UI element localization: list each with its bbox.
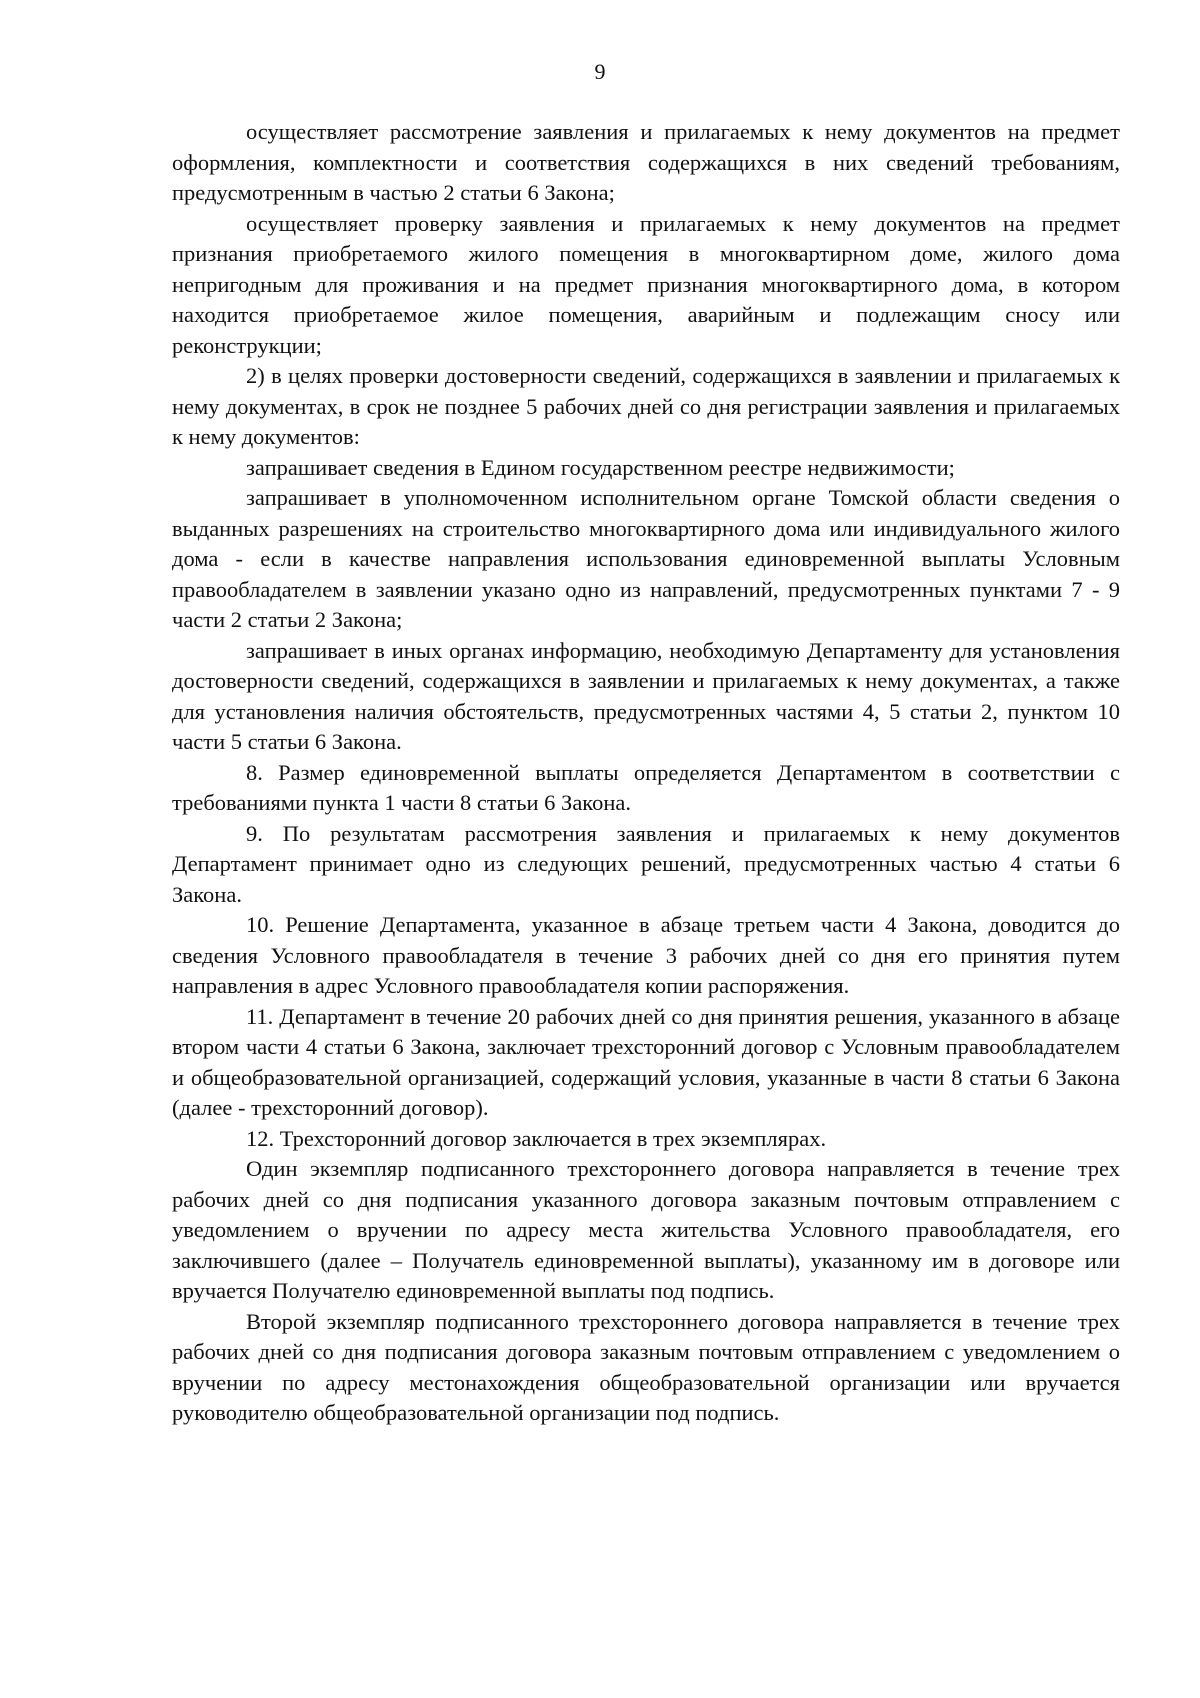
paragraph: 8. Размер единовременной выплаты определяется Департаментом в соответствии с требованиями пункта 1 части 8 статьи 6 Закона. [172, 759, 1120, 815]
paragraph: 9. По результатам рассмотрения заявления и прилагаемых к нему документов Департамент принимает одно из следующих решений, предусмотренных частью 4 статьи 6 Закона. [172, 820, 1120, 907]
paragraph: запрашивает сведения в Едином государственном реестре недвижимости; [246, 454, 955, 480]
paragraph: 2) в целях проверки достоверности сведений, содержащихся в заявлении и прилагаемых к нему документах, в срок не позднее 5 рабочих дней со дня регистрации заявления и прилагаемых к нему документов: [172, 363, 1120, 449]
paragraph: осуществляет рассмотрение заявления и прилагаемых к нему документов на предмет оформления, комплектности и соответствия содержащихся в них сведений требованиям, предусмотренным в частью 2 статьи 6 Закона; [172, 119, 1120, 205]
paragraph: 11. Департамент в течение 20 рабочих дней со дня принятия решения, указанного в абзаце втором части 4 статьи 6 Закона, заключает трехсторонний договор с Условным правообладателем и общеобразовательной организацией, содержащий условия, указанные в части 8 статьи 6 Закона (далее - трехсторонний договор). [172, 1003, 1120, 1120]
paragraph: Второй экземпляр подписанного трехстороннего договора направляется в течение трех рабочих дней со дня подписания договора заказным почтовым отправлением с уведомлением о вручении по адресу местонахождения общеобразовательной организации или вручается руководителю общеобразовательной организации под подпись. [172, 1308, 1120, 1425]
paragraph: осуществляет проверку заявления и прилагаемых к нему документов на предмет признания приобретаемого жилого помещения в многоквартирном доме, жилого дома непригодным для проживания и на предмет признания многоквартирного дома, в котором находится приобретаемое жилое помещения, аварийным и подлежащим сносу или реконструкции; [172, 210, 1120, 358]
document-body [172, 117, 1120, 1429]
paragraph: Один экземпляр подписанного трехстороннего договора направляется в течение трех рабочих дней со дня подписания указанного договора заказным почтовым отправлением с уведомлением о вручении по адресу места жительства Условного правообладателя, его заключившего (далее – Получатель единовременной выплаты), указанному им в договоре или вручается Получателю единовременной выплаты под подпись. [172, 1156, 1120, 1303]
paragraph: 12. Трехсторонний договор заключается в трех экземплярах. [246, 1125, 827, 1151]
paragraph: 10. Решение Департамента, указанное в абзаце третьем части 4 Закона, доводится до сведения Условного правообладателя в течение 3 рабочих дней со дня его принятия путем направления в адрес Условного правообладателя копии распоряжения. [172, 912, 1120, 998]
paragraph: запрашивает в уполномоченном исполнительном органе Томской области сведения о выданных разрешениях на строительство многоквартирного дома или индивидуального жилого дома - если в качестве направления использования единовременной выплаты Условным правообладателем в заявлении указано одно из направлений, предусмотренных пунктами 7 - 9 части 2 статьи 2 Закона; [172, 485, 1120, 632]
page-number: 9 [594, 59, 606, 84]
paragraph: запрашивает в иных органах информацию, необходимую Департаменту для установления достоверности сведений, содержащихся в заявлении и прилагаемых к нему документах, а также для установления наличия обстоятельств, предусмотренных частями 4, 5 статьи 2, пунктом 10 части 5 статьи 6 Закона. [172, 637, 1120, 754]
